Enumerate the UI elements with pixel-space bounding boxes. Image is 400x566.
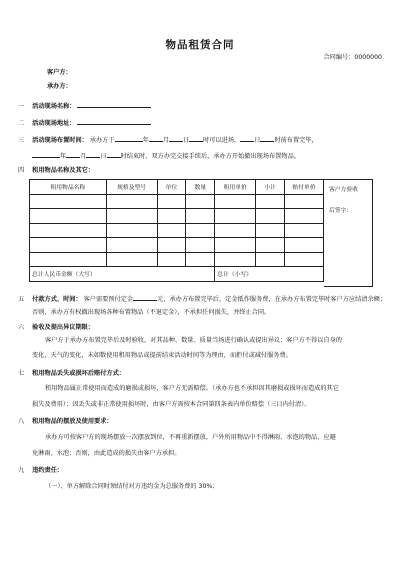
section-9: 九 违约责任：	[18, 467, 64, 474]
section-6-text: 客户方于承办方布置完毕后及时验收，对其品种、数量、质量当场进行确认或提出异议；客户方不得以自身的	[45, 337, 342, 344]
contract-number: 合同编号：0000000	[323, 54, 382, 61]
section-7: 七 租用物品丢失或损坏后赔付方式：	[18, 370, 125, 377]
signature-label-line2: 后签字：	[329, 208, 353, 214]
col-header: 小计	[256, 180, 285, 195]
venue-address-blank	[77, 117, 151, 125]
col-header: 规格及型号	[106, 180, 157, 195]
section-3-line2: 年 月 日 时结束时，双方办完交接手续后，承办方开始撤出现场布置物品。	[32, 150, 300, 161]
col-header: 赔付单价	[285, 180, 324, 195]
section-8-line2: 免淋雨、水泡；否则，由此造成的损失由客户方承担。	[32, 450, 181, 457]
section-7-text: 租用物品属正常使用而造成的磨损或损坏，客户方无需赔偿。（承办方也不承担因其磨损或损坏而造成的其它	[45, 385, 339, 392]
table-row	[30, 209, 324, 224]
section-5: 五 付款方式、时间： 客户需要预付定金 元，承办方布置完毕后，定金抵作服务费，在承办方布置完毕时客户方应结清余额；	[18, 293, 386, 304]
table-header-row	[30, 180, 324, 195]
party-b-label: 承办方：	[47, 83, 72, 90]
table-row	[30, 223, 324, 238]
section-6: 六 验收及提出异议期限：	[18, 324, 95, 331]
section-8-text: 承办方可按客户方的现场摆放一次摆放到位，不再重新摆放，户外所用物品中不得淋雨、水泡的物品，应避	[45, 434, 336, 441]
party-a-label: 客户方：	[47, 69, 72, 76]
customer-signature-box	[324, 179, 373, 287]
section-3: 三 活动现场布置时间： 承办方于 年 月 日 时可以进场， 日 时前布置完毕，	[18, 134, 318, 145]
section-7-line2: 损失及费用）；因丢失或非正常使用损坏时，由客户方需按本合同第四条表内单价赔偿（三日内付清）。	[32, 401, 311, 408]
col-header: 租用单价	[215, 180, 256, 195]
col-header: 单位	[157, 180, 186, 195]
table-row	[30, 194, 324, 209]
total-lowercase-label: 总计（小写）	[215, 267, 324, 282]
section-2: 二 活动现场地址：	[18, 117, 151, 128]
col-header: 数量	[186, 180, 215, 195]
signature-label-line1: 客户方验收	[329, 187, 358, 193]
table-row	[30, 238, 324, 253]
page-title: 物品租赁合同	[165, 39, 235, 51]
section-8: 八 租用物品的摆放及使用要求：	[18, 418, 113, 425]
section-6-line2: 变化，天气的变化，未如数使用租用物品或提前结束活动时间等为理由，而拒付或减付服务费。	[32, 352, 292, 359]
venue-name-blank	[77, 100, 151, 108]
table-row	[30, 252, 324, 267]
section-1: 一 活动现场名称：	[18, 100, 151, 111]
total-uppercase-label: 总计人民币金额（大写）	[30, 267, 215, 282]
col-header: 租用物品名称	[30, 180, 107, 195]
section-4: 四 租用物品名称及其它：	[18, 167, 95, 174]
section-9-text: （一）、单方解除合同时须结付对方违约金为总服务费的 30%；	[45, 483, 219, 490]
rental-items-table	[29, 179, 324, 282]
section-5-line2: 否则，承办方有权撤出现场各种布置物品（不退定金），不承担任何损失，并终止合同。	[32, 309, 271, 316]
table-total-row	[30, 267, 324, 282]
